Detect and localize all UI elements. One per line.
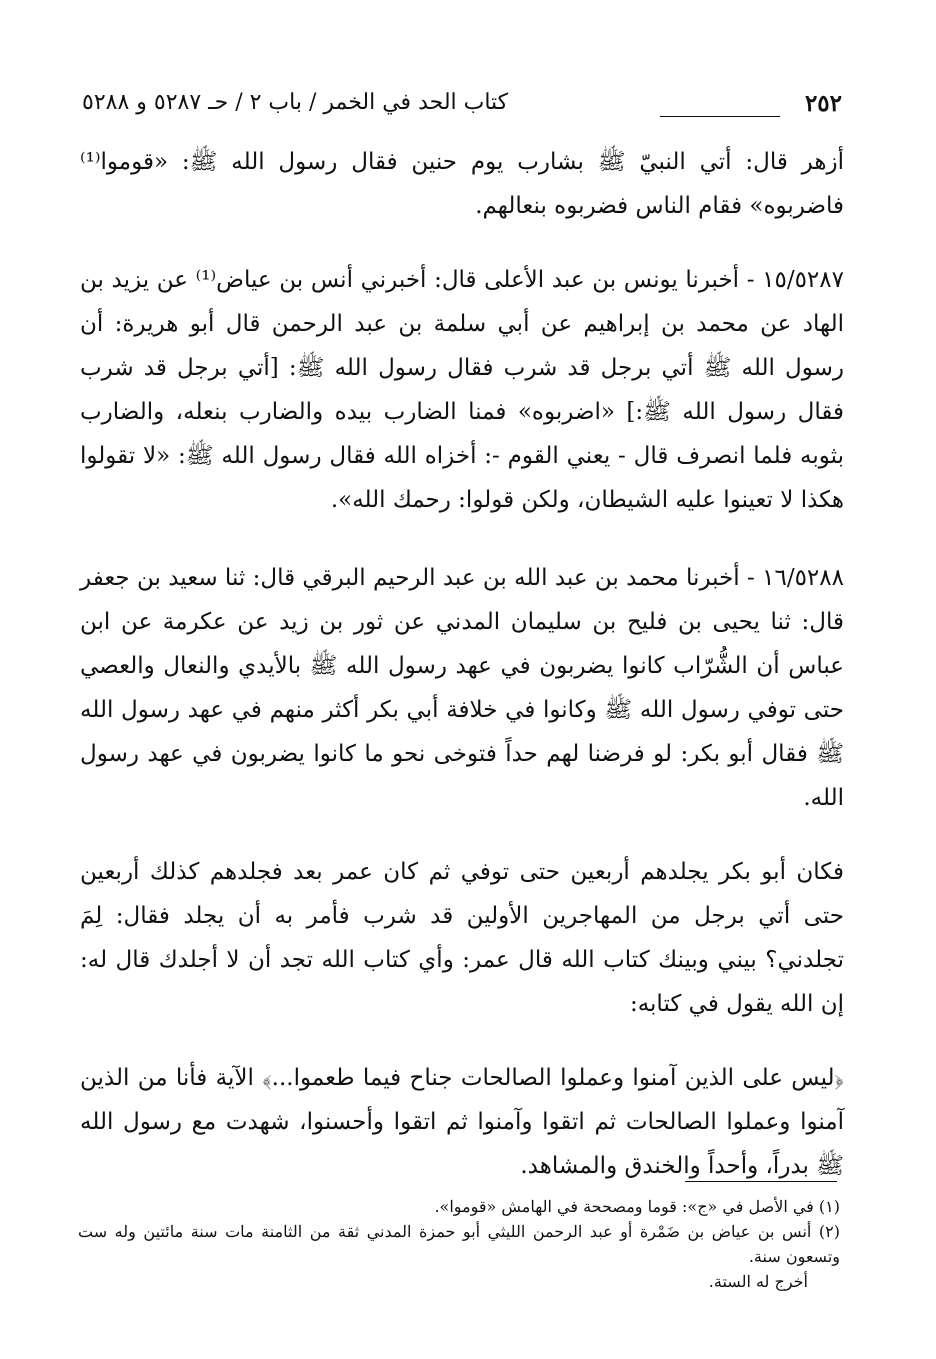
hadith-5287: ١٥/٥٢٨٧ - أخبرنا يونس بن عبد الأعلى قال: أخبرني أنس بن عياض⁽¹⁾ عن يزيد بن الهاد عن محمد بن إبراهيم عن أبي سلمة بن عبد الرحمن قال أبو هريرة: أن رسول الله ﷺ أتي برجل قد شرب فقال رسول الله ﷺ: [أتي برجل قد شرب فقال رسول الله ﷺ:] «اضربوه» فمنا الضارب بيده والضارب بنعله، والضارب بثوبه فلما انصرف قال - يعني القوم -: أخزاه الله فقال رسول الله ﷺ: «لا تقولوا هكذا لا تعينوا عليه الشيطان، ولكن قولوا: رحمك الله». [80, 267, 844, 513]
page-number: ٢٥٢ [804, 90, 842, 117]
paragraph-continuation: أزهر قال: أتي النبيّ ﷺ بشارب يوم حنين فقال رسول الله ﷺ: «قوموا⁽¹⁾ فاضربوه» فقام الناس فضربوه بنعالهم. [80, 149, 844, 219]
paragraph-umar: فكان أبو بكر يجلدهم أربعين حتى توفي ثم كان عمر بعد فجلدهم كذلك أربعين حتى أتي برجل من المهاجرين الأولين قد شرب فأمر به أن يجلد فقال: لِمَ تجلدني؟ بيني وبينك كتاب الله قال عمر: وأي كتاب الله تجد أن لا أجلدك قال له: إن الله يقول في كتابه: [80, 859, 844, 1017]
footnotes [78, 1194, 840, 1294]
page-header [82, 86, 842, 126]
footnote-2-continuation: أخرج له الستة. [708, 1272, 808, 1291]
footnote-1: (١) في الأصل في «ج»: قوما ومصححة في الهامش «قوموا». [434, 1197, 840, 1216]
paragraph-quran-verse: ﴿ليس على الذين آمنوا وعملوا الصالحات جناح فيما طعموا...﴾ الآية فأنا من الذين آمنوا وعملوا الصالحات ثم اتقوا وآمنوا ثم اتقوا وأحسنوا، شهدت مع رسول الله ﷺ بدراً، وأحداً والخندق والمشاهد. [80, 1065, 844, 1179]
hadith-5288: ١٦/٥٢٨٨ - أخبرنا محمد بن عبد الله بن عبد الرحيم البرقي قال: ثنا سعيد بن جعفر قال: ثنا يحيى بن فليح بن سليمان المدني عن ثور بن زيد عن عكرمة عن ابن عباس أن الشُّرّاب كانوا يضربون في عهد رسول الله ﷺ بالأيدي والنعال والعصي حتى توفي رسول الله ﷺ وكانوا في خلافة أبي بكر أكثر منهم في عهد رسول الله ﷺ فقال أبو بكر: لو فرضنا لهم حداً فتوخى نحو ما كانوا يضربون في عهد رسول الله. [80, 565, 844, 811]
footnote-2: (٢) أنس بن عياض بن ضَمْرة أو عبد الرحمن الليثي أبو حمزة المدني ثقة من الثامنة مات سنة مائتين وله ست وتسعون سنة. [78, 1222, 841, 1266]
header-rule [660, 116, 780, 117]
footnote-separator [685, 1181, 837, 1182]
main-text [80, 140, 844, 1206]
running-title: كتاب الحد في الخمر / باب ٢ / حـ ٥٢٨٧ و ٥٢٨٨ [82, 90, 509, 115]
